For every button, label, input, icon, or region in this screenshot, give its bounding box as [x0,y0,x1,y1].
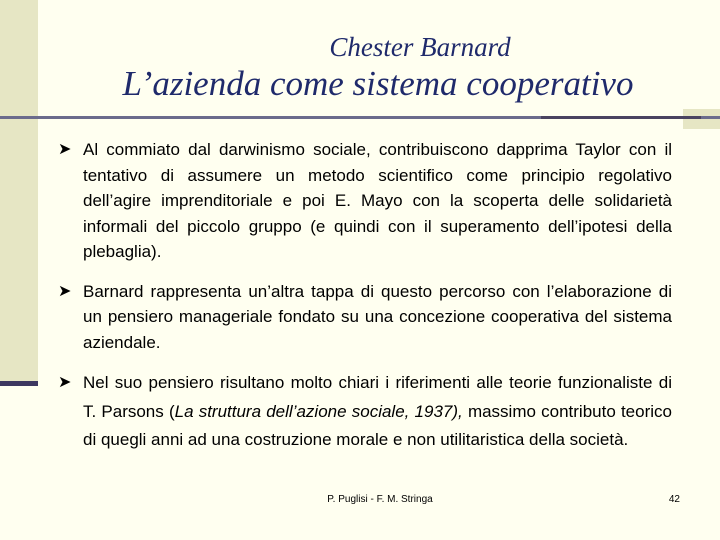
bullet-text-tail: massimo contributo teorico di quegli anni ad una costruzione morale e non utilitaristica della società. [83,401,672,449]
title-rule-accent [541,116,701,119]
footer-authors: P. Puglisi - F. M. Stringa [327,494,433,505]
arrow-bullet-icon: ➤ [58,374,72,391]
bullet-text: Barnard rappresenta un’altra tappa di questo percorso con l’elaborazione di un pensiero manageriale fondato su una concezione cooperativa del sistema aziendale. [83,281,672,352]
bullet-list [58,137,672,455]
bullet-item-2 [58,279,672,356]
decorative-bar-left [0,103,38,383]
page-number: 42 [668,494,680,505]
book-title: La struttura dell’azione sociale, 1937), [174,401,463,421]
decorative-bar-right [683,109,720,129]
arrow-bullet-icon: ➤ [58,141,72,158]
bullet-item-3 [58,369,672,455]
bullet-text: Al commiato dal darwinismo sociale, contribuiscono dapprima Taylor con il tentativo di assumere un metodo scientifico come principio regolativo dell’agire imprenditoriale e poi E. Mayo con la scoperta delle solidarietà informali del piccolo gruppo (e quindi con il superamento dell’ipotesi della plebaglia). [83,140,672,261]
bullet-text: Nel suo pensiero risultano molto chiari i riferimenti alle teorie funzionaliste di T. Parsons ( [83,373,672,421]
slide-subtitle: L’azienda come sistema cooperativo [122,64,634,103]
arrow-bullet-icon: ➤ [58,282,72,300]
slide-title: Chester Barnard [329,32,511,62]
bullet-item-1 [58,137,672,265]
decorative-bar-accent [0,381,38,386]
decorative-bar-top [0,0,38,103]
